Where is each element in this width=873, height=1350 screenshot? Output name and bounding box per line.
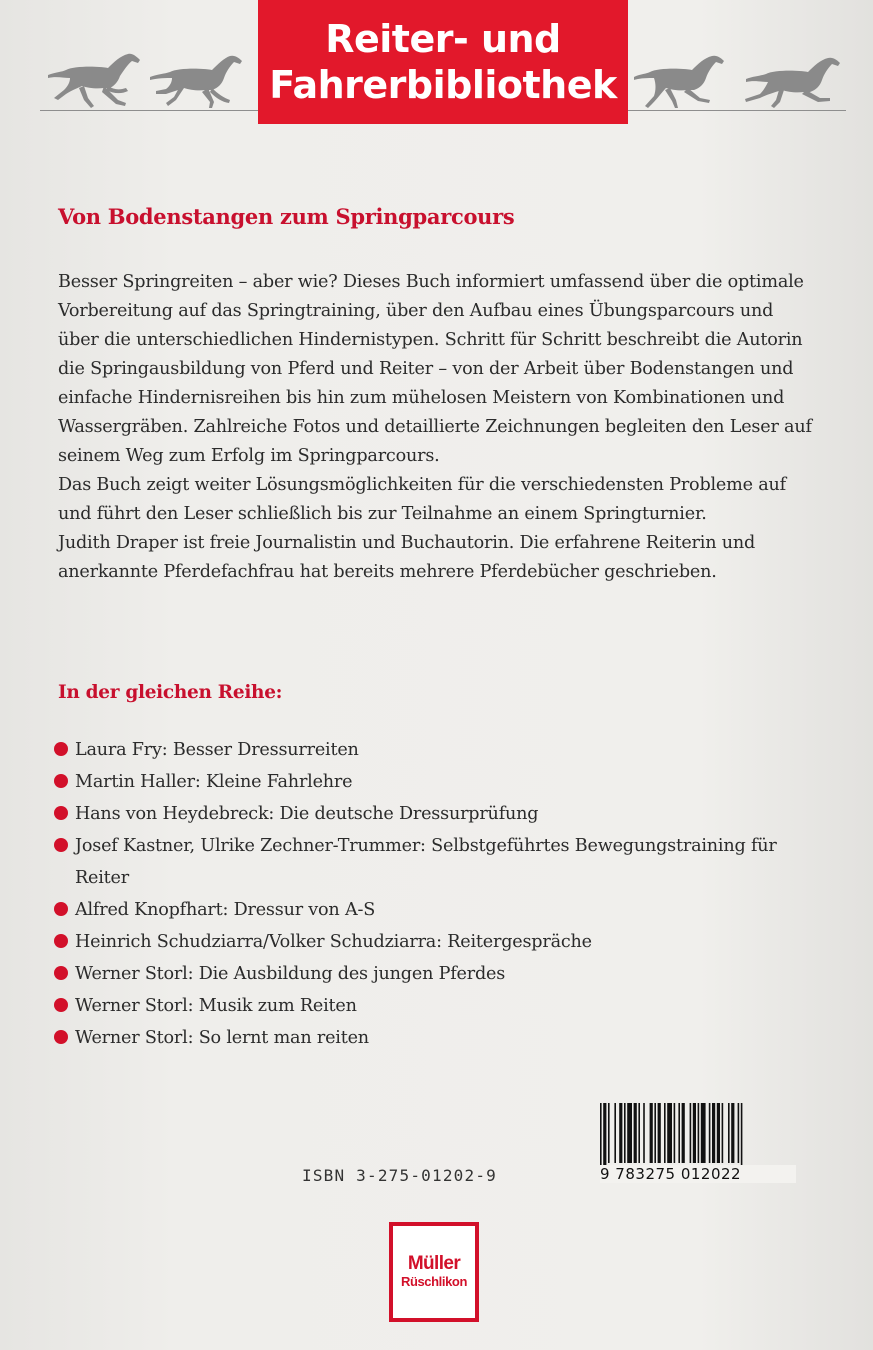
- red-dot-bullet-icon: [54, 998, 68, 1012]
- barcode-bar: [638, 1103, 640, 1163]
- barcode-bar: [643, 1103, 645, 1163]
- barcode-bar: [698, 1103, 700, 1163]
- list-item: [54, 958, 834, 990]
- book-entry: Hans von Heydebreck: Die deutsche Dressurprüfung: [75, 804, 539, 824]
- barcode-bar: [682, 1103, 685, 1163]
- related-books-list: [54, 734, 834, 1054]
- isbn-number: ISBN 3-275-01202-9: [302, 1166, 497, 1185]
- red-dot-bullet-icon: [54, 966, 68, 980]
- barcode-bar: [674, 1103, 676, 1163]
- red-dot-bullet-icon: [54, 934, 68, 948]
- barcode-bar: [731, 1103, 734, 1163]
- galloping-horse-icon: [146, 48, 246, 112]
- publisher-name-line2: Rüschlikon: [400, 1274, 468, 1289]
- series-title-line2: Fahrerbibliothek: [269, 63, 617, 107]
- book-entry: Laura Fry: Besser Dressurreiten: [75, 740, 359, 760]
- book-subtitle: Von Bodenstangen zum Springparcours: [58, 204, 515, 229]
- barcode-bar: [690, 1103, 692, 1163]
- barcode-bar: [624, 1103, 626, 1163]
- barcode-bar: [654, 1103, 656, 1163]
- list-item: [54, 990, 834, 1022]
- related-books-heading: In der gleichen Reihe:: [58, 682, 283, 703]
- barcode-bar: [608, 1103, 610, 1163]
- book-entry: Werner Storl: Musik zum Reiten: [75, 996, 357, 1016]
- barcode-bar: [634, 1103, 637, 1163]
- barcode-bar: [667, 1103, 672, 1163]
- barcode-bar: [614, 1103, 616, 1163]
- barcode-bar: [741, 1103, 743, 1173]
- list-item: [54, 926, 834, 958]
- barcode-bar: [603, 1103, 606, 1173]
- publisher-name-line1: Müller: [407, 1253, 461, 1274]
- barcode-bar: [650, 1103, 653, 1163]
- list-item: [54, 894, 834, 926]
- red-dot-bullet-icon: [54, 806, 68, 820]
- book-entry: Josef Kastner, Ulrike Zechner-Trummer: Selbstgeführtes Bewegungstraining für Reiter: [75, 836, 777, 888]
- galloping-horse-icon: [740, 48, 846, 112]
- red-dot-bullet-icon: [54, 838, 68, 852]
- barcode-bar: [600, 1103, 602, 1173]
- publisher-logo: [389, 1222, 479, 1322]
- barcode-bar: [722, 1103, 724, 1163]
- barcode-bar: [738, 1103, 740, 1163]
- barcode-bar: [619, 1103, 622, 1163]
- list-item: [54, 830, 834, 894]
- book-entry: Heinrich Schudziarra/Volker Schudziarra: Reitergespräche: [75, 932, 592, 952]
- list-item: [54, 766, 834, 798]
- barcode-icon: [600, 1103, 796, 1173]
- series-title-banner: [258, 0, 628, 124]
- ean-barcode: [600, 1103, 796, 1189]
- book-entry: Martin Haller: Kleine Fahrlehre: [75, 772, 353, 792]
- book-description: [58, 268, 818, 587]
- barcode-bar: [627, 1103, 632, 1163]
- galloping-horse-icon: [44, 48, 144, 112]
- description-paragraph: Das Buch zeigt weiter Lösungsmöglichkeiten für die verschiedensten Probleme auf und führt den Leser schließlich bis zur Teilnahme an einem Springturnier.: [58, 475, 786, 524]
- red-dot-bullet-icon: [54, 1030, 68, 1044]
- red-dot-bullet-icon: [54, 774, 68, 788]
- description-paragraph: Besser Springreiten – aber wie? Dieses Buch informiert umfassend über die optimale Vorbereitung auf das Springtraining, über den Aufbau eines Übungsparcours und über die unterschiedlichen Hindernistypen. Schritt für Schritt beschreibt die Autorin die Springausbildung von Pferd und Reiter – von der Arbeit über Bodenstangen und einfache Hindernisreihen bis hin zum mühelosen Meistern von Kombinationen und Wassergräben. Zahlreiche Fotos und detaillierte Zeichnungen begleiten den Leser auf seinem Weg zum Erfolg im Springparcours.: [58, 272, 812, 466]
- barcode-bar: [664, 1103, 666, 1163]
- author-bio: Judith Draper ist freie Journalistin und Buchautorin. Die erfahrene Reiterin und anerkannte Pferdefachfrau hat bereits mehrere Pferdebücher geschrieben.: [58, 533, 756, 582]
- barcode-bar: [709, 1103, 711, 1163]
- barcode-bar: [712, 1103, 715, 1163]
- red-dot-bullet-icon: [54, 902, 68, 916]
- list-item: [54, 798, 834, 830]
- book-entry: Werner Storl: Die Ausbildung des jungen Pferdes: [75, 964, 506, 984]
- list-item: [54, 1022, 834, 1054]
- barcode-bar: [693, 1103, 696, 1163]
- book-entry: Werner Storl: So lernt man reiten: [75, 1028, 369, 1048]
- list-item: [54, 734, 834, 766]
- barcode-bar: [678, 1103, 680, 1163]
- galloping-horse-icon: [630, 48, 730, 112]
- red-dot-bullet-icon: [54, 742, 68, 756]
- book-entry: Alfred Knopfhart: Dressur von A-S: [75, 900, 376, 920]
- barcode-bar: [658, 1103, 661, 1163]
- barcode-bar: [717, 1103, 720, 1163]
- barcode-digits: 9 783275 012022: [600, 1165, 796, 1183]
- barcode-bar: [728, 1103, 730, 1163]
- barcode-bar: [701, 1103, 706, 1163]
- series-title-line1: Reiter- und: [325, 17, 561, 61]
